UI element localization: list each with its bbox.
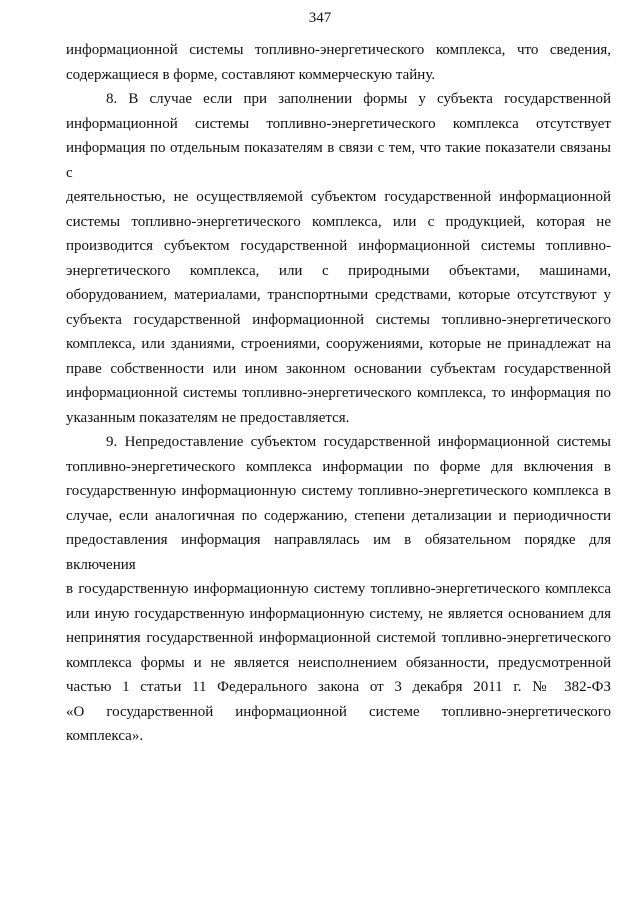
paragraph-9-line-10: частью 1 статьи 11 Федерального закона от 3 декабря 2011 г. № 382-ФЗ bbox=[66, 679, 611, 695]
paragraph-9-line-11: «О государственной информационной системе топливно-энергетического bbox=[66, 703, 611, 720]
paragraph-8-line-5: системы топливно-энергетического комплекса, или с продукцией, которая не bbox=[66, 213, 611, 230]
paragraph-8-line-7: энергетического комплекса, или с природными объектами, машинами, bbox=[66, 262, 611, 279]
paragraph-8-line-2: информационной системы топливно-энергетического комплекса отсутствует bbox=[66, 115, 611, 132]
document-body bbox=[66, 38, 611, 749]
page-number: 347 bbox=[308, 10, 332, 26]
paragraph-8-line-10: комплекса, или зданиями, строениями, сооружениями, которые не принадлежат на bbox=[66, 336, 611, 352]
paragraph-9-line-6: в государственную информационную систему топливно-энергетического комплекса bbox=[66, 581, 611, 597]
paragraph-8-line-9: субъекта государственной информационной системы топливно-энергетического bbox=[66, 311, 611, 328]
paragraph-8-line-3: информация по отдельным показателям в связи с тем, что такие показатели связаны с bbox=[66, 140, 611, 181]
paragraph-9-line-5: предоставления информация направлялась им в обязательном порядке для включения bbox=[66, 532, 611, 573]
paragraph-8-line-1: 8. В случае если при заполнении формы у субъекта государственной bbox=[106, 91, 611, 107]
paragraph-8-line-12: информационной системы топливно-энергетического комплекса, то информация по bbox=[66, 385, 611, 401]
paragraph-8-line-11: праве собственности или ином законном основании субъектам государственной bbox=[66, 360, 611, 377]
paragraph-9-line-12: комплекса». bbox=[66, 728, 144, 744]
paragraph-9-line-1: 9. Непредоставление субъектом государственной информационной системы bbox=[106, 434, 611, 450]
continuation-line-1: информационной системы топливно-энергетического комплекса, что сведения, bbox=[66, 42, 611, 58]
paragraph-9-line-3: государственную информационную систему топливно-энергетического комплекса в bbox=[66, 483, 611, 499]
paragraph-8-line-4: деятельностью, не осуществляемой субъектом государственной информационной bbox=[66, 189, 611, 205]
paragraph-8-line-8: оборудованием, материалами, транспортными средствами, которые отсутствуют у bbox=[66, 287, 611, 303]
paragraph-9-line-7: или иную государственную информационную систему, не является основанием для bbox=[66, 605, 611, 622]
paragraph-9-line-9: комплекса формы и не является неисполнением обязанности, предусмотренной bbox=[66, 654, 611, 671]
continuation-line-2: содержащиеся в форме, составляют коммерческую тайну. bbox=[66, 66, 436, 83]
paragraph-9-line-8: непринятия государственной информационной системой топливно-энергетического bbox=[66, 630, 611, 646]
paragraph-9-line-2: топливно-энергетического комплекса информации по форме для включения в bbox=[66, 458, 611, 475]
paragraph-8-line-13: указанным показателям не предоставляется. bbox=[66, 409, 350, 426]
paragraph-9-line-4: случае, если аналогичная по содержанию, степени детализации и периодичности bbox=[66, 507, 611, 524]
paragraph-8-line-6: производится субъектом государственной информационной системы топливно- bbox=[66, 238, 611, 254]
